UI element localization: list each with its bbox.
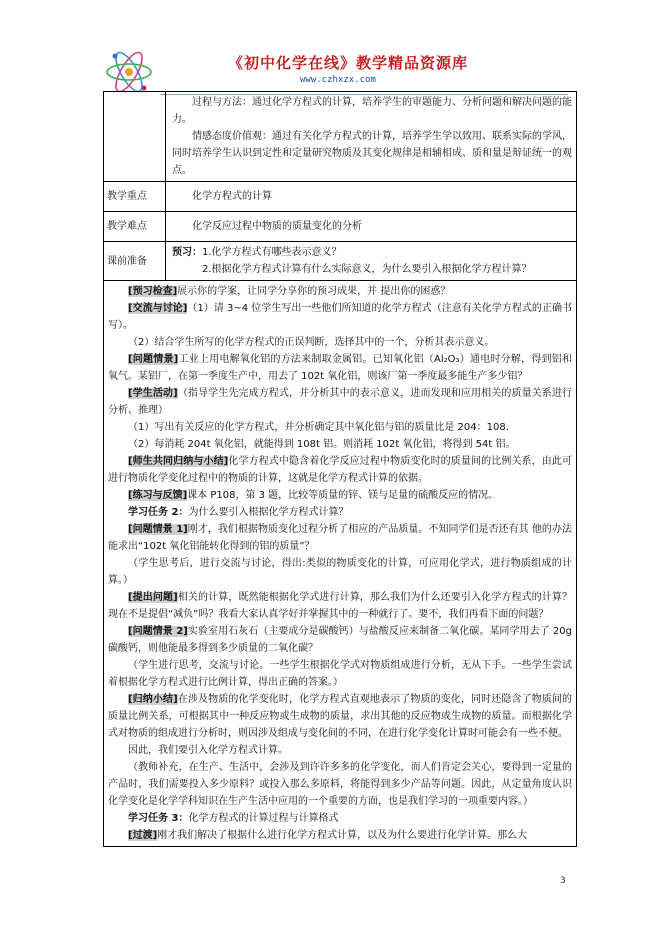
process-paragraph <box>108 436 572 453</box>
process-text: 相关的计算，既然能根据化学式进行计算，那么我们为什么还要引入化学方程式的计算？现在不是提倡“减负”吗？我看大家认真学好并掌握其中的一种就行了。要不，我们再看下面的问题？ <box>108 592 573 620</box>
objectives-label-cell <box>104 92 166 182</box>
objective-process-method: 过程与方法：通过化学方程式的计算，培养学生的审题能力、分析问题和解决问题的能力。 <box>172 97 572 125</box>
process-text: （教师补充，在生产、生活中，会涉及到许许多多的化学变化，而人们肯定会关心，要得到一定量的产品时，我们需要投入多少原料？或投入那么多原料，将能得到多少产品等问题。因此，从定量角度认识化学变化是化学学科知识在生产生活中应用的一个重要的方面，也是我们学习的一项重要内容。） <box>108 762 572 807</box>
process-paragraph <box>108 300 572 334</box>
banner-title: 《初中化学在线》教学精品资源库 <box>228 54 469 72</box>
process-text: 化学方程式中隐含着化学反应过程中物质变化时的质量间的比例关系，由此可进行物质化学变化过程中的物质的计算，这就是化学方程式计算的依据。 <box>108 456 573 484</box>
process-paragraph <box>108 453 572 487</box>
preview-label: 课前准备 <box>104 242 166 281</box>
objectives-content-cell <box>166 92 577 182</box>
process-row <box>104 281 577 847</box>
process-tag: [预习检查] <box>128 286 178 297</box>
difficult-point-row <box>104 212 577 242</box>
preview-tag: 预习： <box>172 247 202 258</box>
process-text: 刚才我们解决了根据什么进行化学方程式计算，以及为什么要进行化学计算。那么大 <box>157 830 528 841</box>
process-tag: [师生共同归纳与小结] <box>128 456 229 467</box>
process-tag: [问题情景 2] <box>128 626 188 637</box>
process-paragraph <box>108 334 572 351</box>
teaching-process-body <box>108 283 572 844</box>
key-point-row <box>104 182 577 212</box>
preview-q1: 预习：1.化学方程式有哪些表示意义？ <box>172 247 342 258</box>
process-paragraph <box>108 657 572 691</box>
process-text: （学生思考后，进行交流与讨论，得出:类似的物质变化的计算，可应用化学式，进行物质组成的计算。） <box>108 558 572 586</box>
objective-emotion-attitude: 情感态度价值观：通过有关化学方程式的计算，培养学生学以致用、联系实际的学风，同时培养学生认识到定性和定量研究物质及其变化规律是相辅相成、质和量是辩证统一的观点。 <box>172 131 572 176</box>
difficult-point-label: 教学难点 <box>104 212 166 242</box>
process-tag: [问题情景 1] <box>128 524 188 535</box>
process-text: （1）写出有关反应的化学方程式，并分析确定其中氧化铝与铝的质量比是 204：108. <box>128 422 509 433</box>
process-text: 刚才，我们根据物质变化过程分析了相应的产品质量。不知同学们是否还有其 他的办法能求出“102t 氧化铝能转化得到的铝的质量”？ <box>108 524 572 552</box>
key-point-text: 化学方程式的计算 <box>192 191 272 202</box>
process-paragraph <box>108 283 572 300</box>
process-text: 为什么要引入根据化学方程式计算？ <box>188 507 349 518</box>
process-paragraph <box>108 385 572 419</box>
process-tag: [学生活动] <box>128 388 178 399</box>
process-text: （指导学生先完成方程式，并分析其中的表示意义，进而发现和应用相关的质量关系进行分析、推理） <box>108 388 573 416</box>
process-paragraph <box>108 419 572 436</box>
process-paragraph <box>108 742 572 759</box>
key-point-label: 教学重点 <box>104 182 166 212</box>
process-text: 化学方程式的计算过程与计算格式 <box>188 813 339 824</box>
process-paragraph <box>108 623 572 657</box>
lesson-plan-table <box>103 91 577 847</box>
process-paragraph <box>108 555 572 589</box>
process-paragraph <box>108 351 572 385</box>
process-paragraph <box>108 589 572 623</box>
process-tag: 学习任务 3： <box>128 813 189 824</box>
process-paragraph <box>108 504 572 521</box>
objectives-row <box>104 92 577 182</box>
process-paragraph <box>108 810 572 827</box>
preview-row <box>104 242 577 281</box>
process-text: 工业上用电解氧化铝的方法来制取金属铝。已知氧化铝（Al₂O₃）通电时分解，得到铝和氧气。某铝厂，在第一季度生产中，用去了 102t 氧化铝，则该厂第一季度最多能生产多少铝？ <box>108 354 573 382</box>
page-number: 3 <box>560 876 566 886</box>
process-text: 课本 P108，第 3 题，比较等质量的锌、镁与足量的硫酸反应的情况。 <box>187 490 499 501</box>
difficult-point-text: 化学反应过程中物质的质量变化的分析 <box>192 221 362 232</box>
preview-q2: 2.根据化学方程式计算有什么实际意义，为什么要引入根据化学方程计算？ <box>202 264 532 275</box>
process-tag: [问题情景] <box>128 354 179 365</box>
process-tag: 学习任务 2： <box>128 507 189 518</box>
process-text: 因此，我们要引入化学方程式计算。 <box>128 745 288 756</box>
process-paragraph <box>108 827 572 844</box>
process-tag: [归纳小结] <box>128 694 178 705</box>
process-text: 在涉及物质的化学变化时，化学方程式直观地表示了物质的变化，同时还隐含了物质间的质量比例关系，可根据其中一种反应物或生成物的质量，求出其他的反应物或生成物的质量。而根据化学式对物质的组成进行分析时，则因涉及组成与变化间的不同，在进行化学变化计算时可能会有一些不便。 <box>108 694 573 739</box>
process-text: （1）请 3~4 位学生写出一些他们所知道的化学方程式（注意有关化学方程式的正确书写）。 <box>108 303 572 331</box>
process-paragraph <box>108 759 572 810</box>
process-text: （2）每消耗 204t 氧化铝，就能得到 108t 铝。则消耗 102t 氧化铝，将得到 54t 铝。 <box>128 439 516 450</box>
process-text: 实验室用石灰石（主要成分是碳酸钙）与盐酸反应来制备二氧化碳。某同学用去了 20g 碳酸钙，则他能最多得到多少质量的二氧化碳？ <box>108 626 572 654</box>
process-tag: [提出问题] <box>128 592 178 603</box>
process-tag: [交流与讨论] <box>128 303 188 314</box>
process-text: （学生进行思考，交流与讨论。一些学生根据化学式对物质组成进行分析，无从下手。一些学生尝试着根据化学方程式进行比例计算，得出正确的答案。） <box>108 660 572 688</box>
process-tag: [练习与反馈] <box>128 490 188 501</box>
process-paragraph <box>108 487 572 504</box>
process-paragraph <box>108 691 572 742</box>
process-text: 展示你的学案，让同学分享你的预习成果，并 提出你的困惑？ <box>177 286 451 297</box>
process-text: （2）结合学生所写的化学方程式的正误判断，选择其中的一个，分析其表示意义。 <box>128 337 495 348</box>
teaching-process-cell <box>104 281 577 847</box>
banner-url: www.czhxzx.com <box>300 75 376 85</box>
process-paragraph <box>108 521 572 555</box>
process-tag: [过渡] <box>128 830 158 841</box>
